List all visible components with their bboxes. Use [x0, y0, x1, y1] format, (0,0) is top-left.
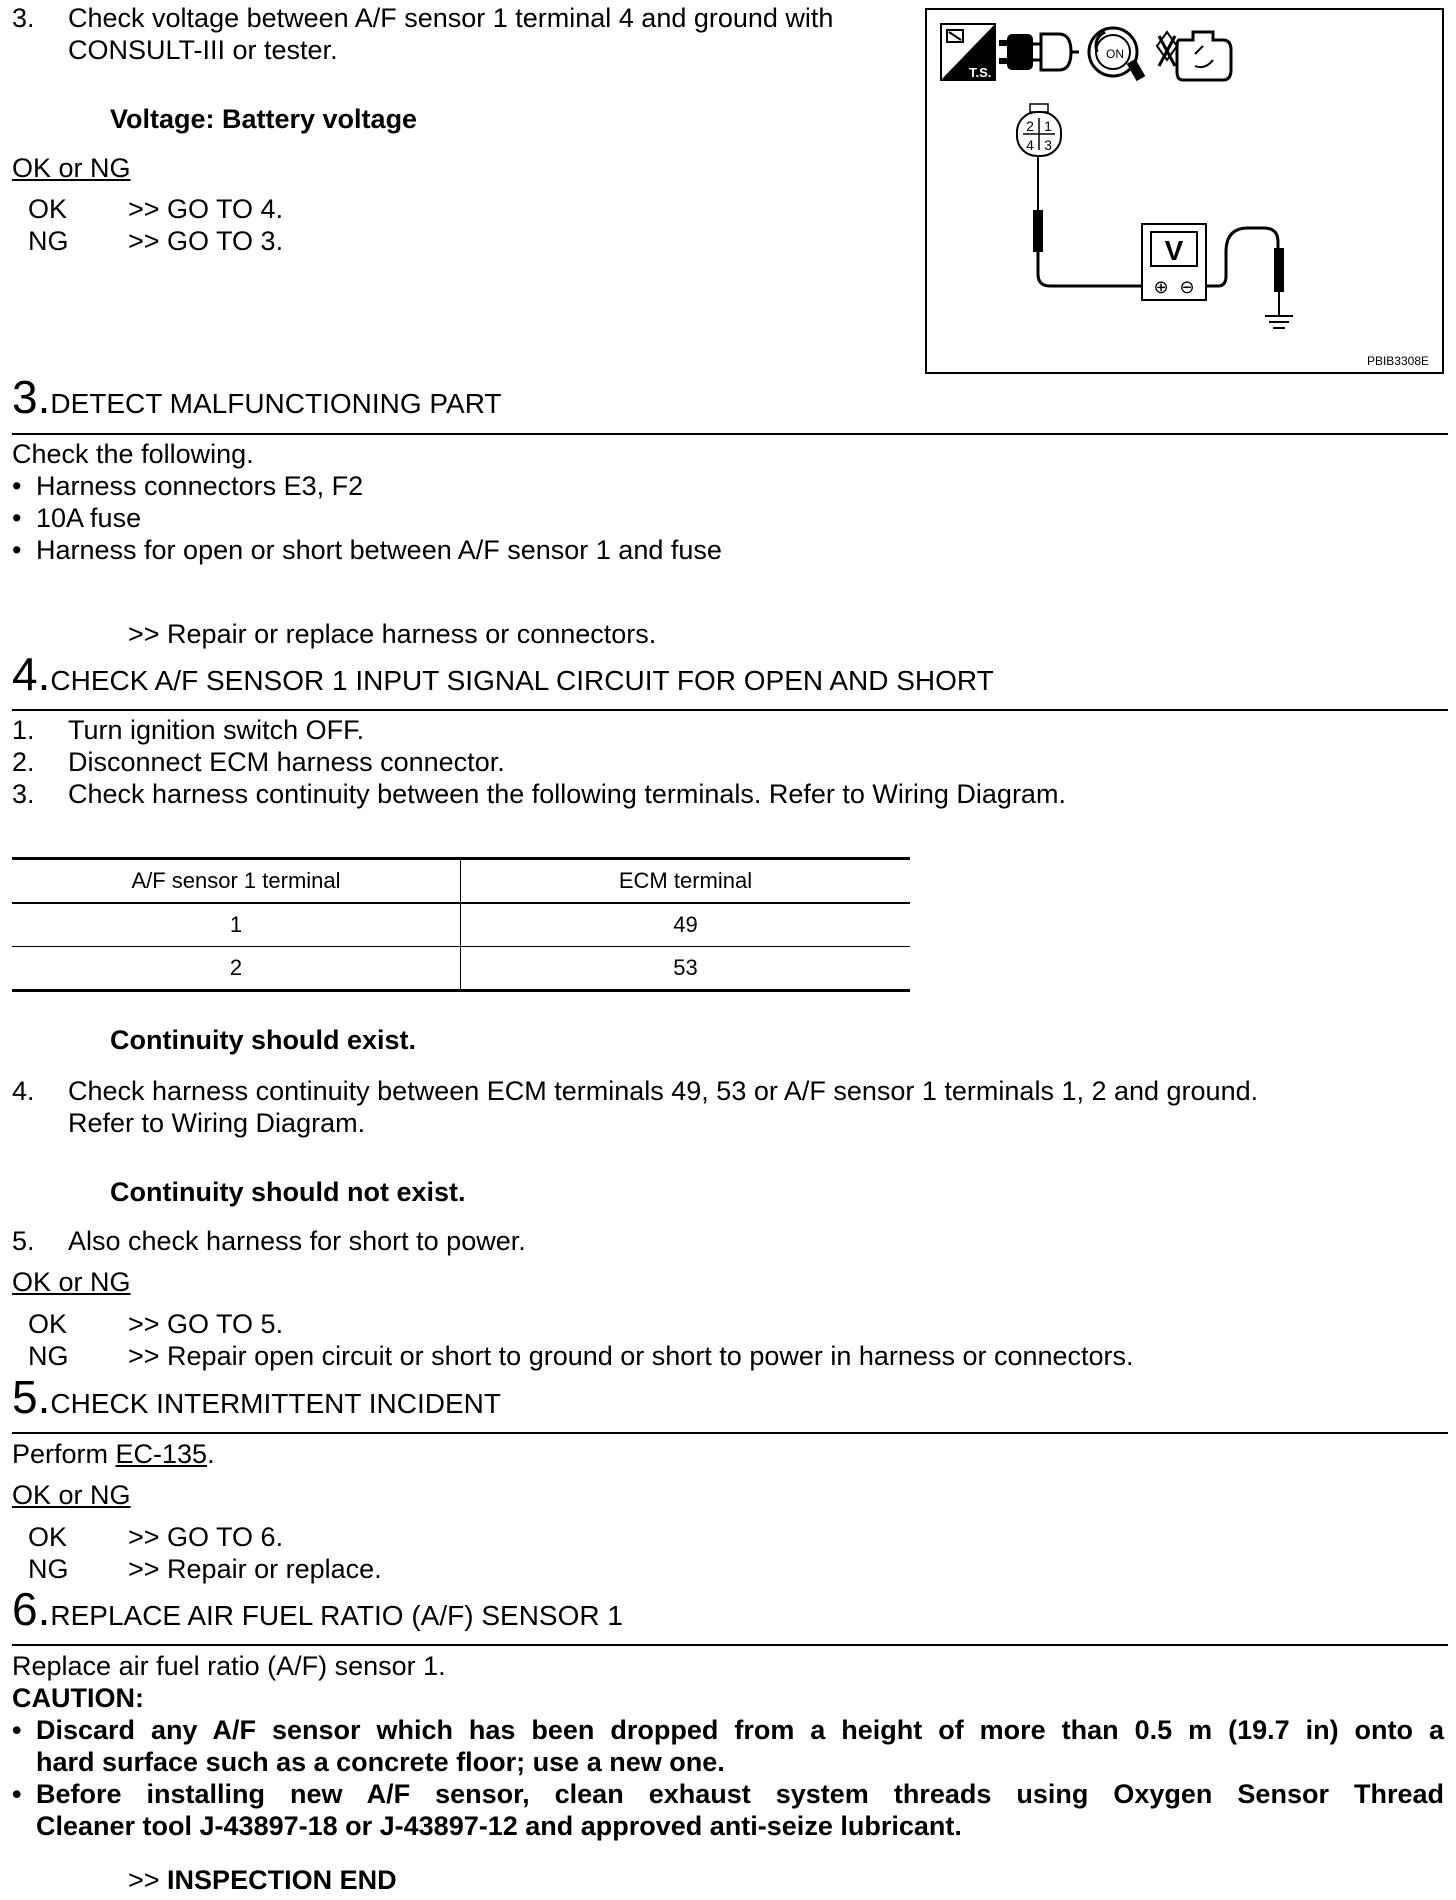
figure-code: PBIB3308E — [1366, 354, 1429, 368]
intro-text: Check the following. — [12, 439, 254, 469]
ok-action: >> GO TO 4. — [128, 194, 284, 224]
step-text: Check harness continuity between ECM terminals 49, 53 or A/F sensor 1 terminals 1, 2 and ground. — [68, 1076, 1259, 1106]
step-text: CONSULT-III or tester. — [68, 35, 338, 65]
sensor-connector — [1017, 104, 1061, 156]
end-text: >> INSPECTION END — [128, 1865, 397, 1895]
bullet: • — [12, 471, 22, 501]
step-text: Refer to Wiring Diagram. — [68, 1108, 366, 1138]
step-text: Also check harness for short to power. — [68, 1226, 526, 1256]
table-cell: 1 — [12, 903, 461, 947]
ng-action: >> Repair open circuit or short to ground or short to power in harness or connectors. — [128, 1341, 1134, 1371]
table-header: ECM terminal — [461, 859, 911, 904]
action-text: >> Repair or replace harness or connectors. — [128, 619, 657, 649]
ok-action: >> GO TO 6. — [128, 1522, 284, 1552]
caution-text: Cleaner tool J-43897-18 or J-43897-12 and approved anti-seize lubricant. — [36, 1811, 962, 1841]
section-heading: 6.REPLACE AIR FUEL RATIO (A/F) SENSOR 1 — [12, 1583, 623, 1635]
continuity-table — [12, 857, 910, 992]
svg-text:⊖: ⊖ — [1179, 277, 1195, 298]
ng-action: >> GO TO 3. — [128, 226, 284, 256]
ok-label: OK — [28, 1522, 68, 1552]
connector-icon — [999, 34, 1079, 70]
svg-text:V: V — [1164, 235, 1184, 266]
bullet: • — [12, 503, 22, 533]
intro-text: Replace air fuel ratio (A/F) sensor 1. — [12, 1651, 446, 1681]
list-item: 10A fuse — [36, 503, 142, 533]
table-cell: 2 — [12, 947, 461, 991]
step-text: Disconnect ECM harness connector. — [68, 747, 505, 777]
wiring-illustration — [927, 10, 1442, 372]
ec-135-link[interactable]: EC-135 — [115, 1439, 208, 1469]
step-number: 3. — [12, 779, 35, 809]
table-row — [12, 947, 910, 991]
section-heading: 3.DETECT MALFUNCTIONING PART — [12, 371, 502, 423]
step-text: Turn ignition switch OFF. — [68, 715, 365, 745]
table-cell: 49 — [461, 903, 911, 947]
section-rule — [12, 433, 1448, 435]
bullet: • — [12, 1715, 22, 1745]
ok-label: OK — [28, 194, 68, 224]
ignition-on-icon — [1089, 28, 1145, 81]
ok-label: OK — [28, 1309, 68, 1339]
ts-icon — [941, 24, 995, 80]
step-number: 5. — [12, 1226, 35, 1256]
step-number: 4. — [12, 1076, 35, 1106]
svg-text:3: 3 — [1044, 137, 1052, 153]
voltage-check-figure — [925, 8, 1444, 374]
step-text: Check voltage between A/F sensor 1 terminal 4 and ground with — [68, 3, 834, 33]
spec-text: Continuity should not exist. — [110, 1177, 466, 1207]
ok-ng-label: OK or NG — [12, 153, 131, 183]
voltmeter — [1142, 224, 1206, 300]
section-rule — [12, 1432, 1448, 1434]
bullet: • — [12, 535, 22, 565]
positive-probe — [1033, 156, 1142, 286]
section-rule — [12, 709, 1448, 711]
spec-text: Voltage: Battery voltage — [110, 104, 418, 134]
list-item: Harness connectors E3, F2 — [36, 471, 364, 501]
svg-text:4: 4 — [1026, 137, 1034, 153]
list-item: Harness for open or short between A/F sensor 1 and fuse — [36, 535, 722, 565]
negative-probe-ground — [1206, 228, 1293, 328]
ok-action: >> GO TO 5. — [128, 1309, 284, 1339]
section-heading: 4.CHECK A/F SENSOR 1 INPUT SIGNAL CIRCUIT FOR OPEN AND SHORT — [12, 648, 994, 700]
caution-label: CAUTION: — [12, 1683, 144, 1713]
step-number: 2. — [12, 747, 35, 777]
caution-text: Discard any A/F sensor which has been dropped from a height of more than 0.5 m (19.7 in) onto a — [36, 1715, 1444, 1745]
perform-text: Perform EC-135. — [12, 1439, 215, 1469]
section-heading: 5.CHECK INTERMITTENT INCIDENT — [12, 1371, 501, 1423]
svg-text:2: 2 — [1026, 118, 1034, 134]
step-text: Check harness continuity between the following terminals. Refer to Wiring Diagram. — [68, 779, 1066, 809]
section-rule — [12, 1644, 1448, 1646]
caution-text: Before installing new A/F sensor, clean exhaust system threads using Oxygen Sensor Thread — [36, 1779, 1444, 1809]
svg-text:⊕: ⊕ — [1153, 277, 1169, 298]
spec-text: Continuity should exist. — [110, 1025, 417, 1055]
table-cell: 53 — [461, 947, 911, 991]
table-row — [12, 903, 910, 947]
engine-off-icon — [1157, 32, 1231, 80]
svg-text:ON: ON — [1106, 47, 1124, 61]
svg-text:1: 1 — [1044, 118, 1052, 134]
caution-text: hard surface such as a concrete floor; use a new one. — [36, 1747, 725, 1777]
svg-text:T.S.: T.S. — [969, 65, 992, 80]
bullet: • — [12, 1779, 22, 1809]
step-number: 1. — [12, 715, 35, 745]
table-header-row — [12, 859, 910, 904]
table-header: A/F sensor 1 terminal — [12, 859, 461, 904]
ng-label: NG — [28, 1341, 69, 1371]
ng-label: NG — [28, 226, 69, 256]
ok-ng-label: OK or NG — [12, 1480, 131, 1510]
ok-ng-label: OK or NG — [12, 1267, 131, 1297]
ng-label: NG — [28, 1554, 69, 1584]
step-number: 3. — [12, 3, 35, 33]
ng-action: >> Repair or replace. — [128, 1554, 382, 1584]
